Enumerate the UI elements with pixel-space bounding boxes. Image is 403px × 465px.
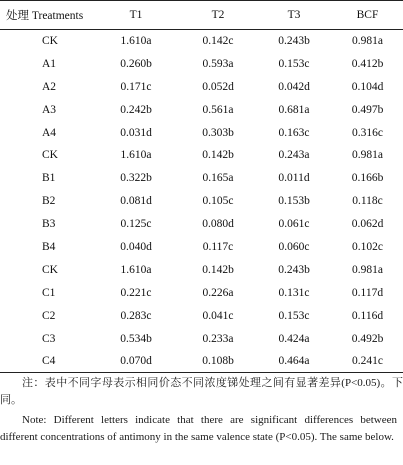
value-cell: 0.142c xyxy=(202,35,234,48)
table-row xyxy=(0,121,403,144)
value-cell: 0.042d xyxy=(278,80,310,93)
value-cell: 0.233a xyxy=(202,332,234,345)
value-cell: 0.125c xyxy=(120,218,152,231)
value-cell: 1.610a xyxy=(120,35,152,48)
value-cell: 0.117c xyxy=(202,240,234,253)
header-t2: T2 xyxy=(211,9,225,21)
value-cell: 0.322b xyxy=(120,172,152,185)
header-t1: T1 xyxy=(129,9,143,21)
value-cell: 0.163c xyxy=(278,126,310,139)
table-row xyxy=(0,75,403,98)
treatment-cell: CK xyxy=(42,263,58,276)
treatment-cell: A3 xyxy=(42,103,57,116)
treatment-cell: CK xyxy=(42,35,58,48)
table-row xyxy=(0,30,403,53)
table-row xyxy=(0,213,403,236)
value-cell: 0.104d xyxy=(351,80,384,93)
table-note-chinese xyxy=(0,375,403,408)
note-chinese-text: 注：表中不同字母表示相同价态不同浓度锑处理之间有显著差异(P<0.05)。下同。 xyxy=(0,377,403,406)
value-cell: 0.040d xyxy=(120,240,152,253)
value-cell: 0.681a xyxy=(278,103,310,116)
value-cell: 0.061c xyxy=(278,218,310,231)
value-cell: 0.981a xyxy=(352,149,383,162)
treatment-cell: CK xyxy=(42,149,58,162)
value-cell: 0.412b xyxy=(351,57,384,70)
value-cell: 0.153c xyxy=(278,57,310,70)
value-cell: 1.610a xyxy=(120,263,152,276)
value-cell: 0.116d xyxy=(351,309,384,322)
value-cell: 0.062d xyxy=(351,218,384,231)
table-row xyxy=(0,281,403,304)
value-cell: 0.070d xyxy=(120,355,152,368)
value-cell: 0.303b xyxy=(202,126,234,139)
table-row xyxy=(0,190,403,213)
value-cell: 0.011d xyxy=(278,172,310,185)
table-row xyxy=(0,350,403,373)
value-cell: 0.424a xyxy=(278,332,310,345)
value-cell: 0.060c xyxy=(278,240,310,253)
value-cell: 0.153b xyxy=(278,195,310,208)
treatment-cell: B1 xyxy=(42,172,56,185)
value-cell: 0.241c xyxy=(352,355,383,368)
treatment-cell: B4 xyxy=(42,240,56,253)
value-cell: 0.108b xyxy=(202,355,234,368)
value-cell: 0.171c xyxy=(120,80,152,93)
treatment-cell: B3 xyxy=(42,218,56,231)
value-cell: 0.283c xyxy=(120,309,152,322)
treatment-cell: A4 xyxy=(42,126,57,139)
table-row xyxy=(0,52,403,75)
value-cell: 1.610a xyxy=(120,149,152,162)
value-cell: 0.080d xyxy=(202,218,234,231)
header-row xyxy=(0,1,403,30)
value-cell: 0.118c xyxy=(352,195,383,208)
treatment-cell: A1 xyxy=(42,57,57,70)
value-cell: 0.052d xyxy=(202,80,234,93)
value-cell: 0.260b xyxy=(120,57,152,70)
header-bcf: BCF xyxy=(356,9,379,21)
value-cell: 0.081d xyxy=(120,195,152,208)
treatment-cell: A2 xyxy=(42,80,57,93)
treatment-cell: C3 xyxy=(42,332,56,345)
value-cell: 0.497b xyxy=(351,103,384,116)
value-cell: 0.166b xyxy=(351,172,384,185)
value-cell: 0.981a xyxy=(352,35,383,48)
treatment-cell: C4 xyxy=(42,355,56,368)
value-cell: 0.593a xyxy=(202,57,234,70)
value-cell: 0.041c xyxy=(202,309,234,322)
value-cell: 0.031d xyxy=(120,126,152,139)
value-cell: 0.243b xyxy=(278,35,310,48)
value-cell: 0.534b xyxy=(120,332,152,345)
value-cell: 0.131c xyxy=(278,286,310,299)
value-cell: 0.316c xyxy=(352,126,383,139)
value-cell: 0.242b xyxy=(120,103,152,116)
header-t3: T3 xyxy=(287,9,301,21)
table-body xyxy=(0,30,403,373)
treatment-cell: C1 xyxy=(42,286,56,299)
table-row xyxy=(0,144,403,167)
value-cell: 0.153c xyxy=(278,309,310,322)
value-cell: 0.221c xyxy=(120,286,152,299)
value-cell: 0.142b xyxy=(202,263,234,276)
value-cell: 0.981a xyxy=(352,263,383,276)
value-cell: 0.464a xyxy=(278,355,310,368)
value-cell: 0.226a xyxy=(202,286,234,299)
header-treatments: 处理 Treatments xyxy=(6,10,84,22)
table-row xyxy=(0,167,403,190)
value-cell: 0.117d xyxy=(351,286,384,299)
table-row xyxy=(0,258,403,281)
treatment-cell: C2 xyxy=(42,309,56,322)
value-cell: 0.561a xyxy=(202,103,234,116)
value-cell: 0.492b xyxy=(351,332,384,345)
table-header xyxy=(0,1,403,30)
table-row xyxy=(0,236,403,259)
value-cell: 0.102c xyxy=(352,240,383,253)
table-note-english xyxy=(0,412,403,445)
table-row xyxy=(0,304,403,327)
table-row xyxy=(0,98,403,121)
value-cell: 0.243a xyxy=(278,149,310,162)
value-cell: 0.165a xyxy=(202,172,234,185)
note-english-text: Note: Different letters indicate that there are significant differences between different concentrations of antimony in the same valence state (P<0.05). The same below. xyxy=(0,414,397,443)
value-cell: 0.105c xyxy=(202,195,234,208)
value-cell: 0.142b xyxy=(202,149,234,162)
value-cell: 0.243b xyxy=(278,263,310,276)
table-row xyxy=(0,327,403,350)
treatment-cell: B2 xyxy=(42,195,56,208)
